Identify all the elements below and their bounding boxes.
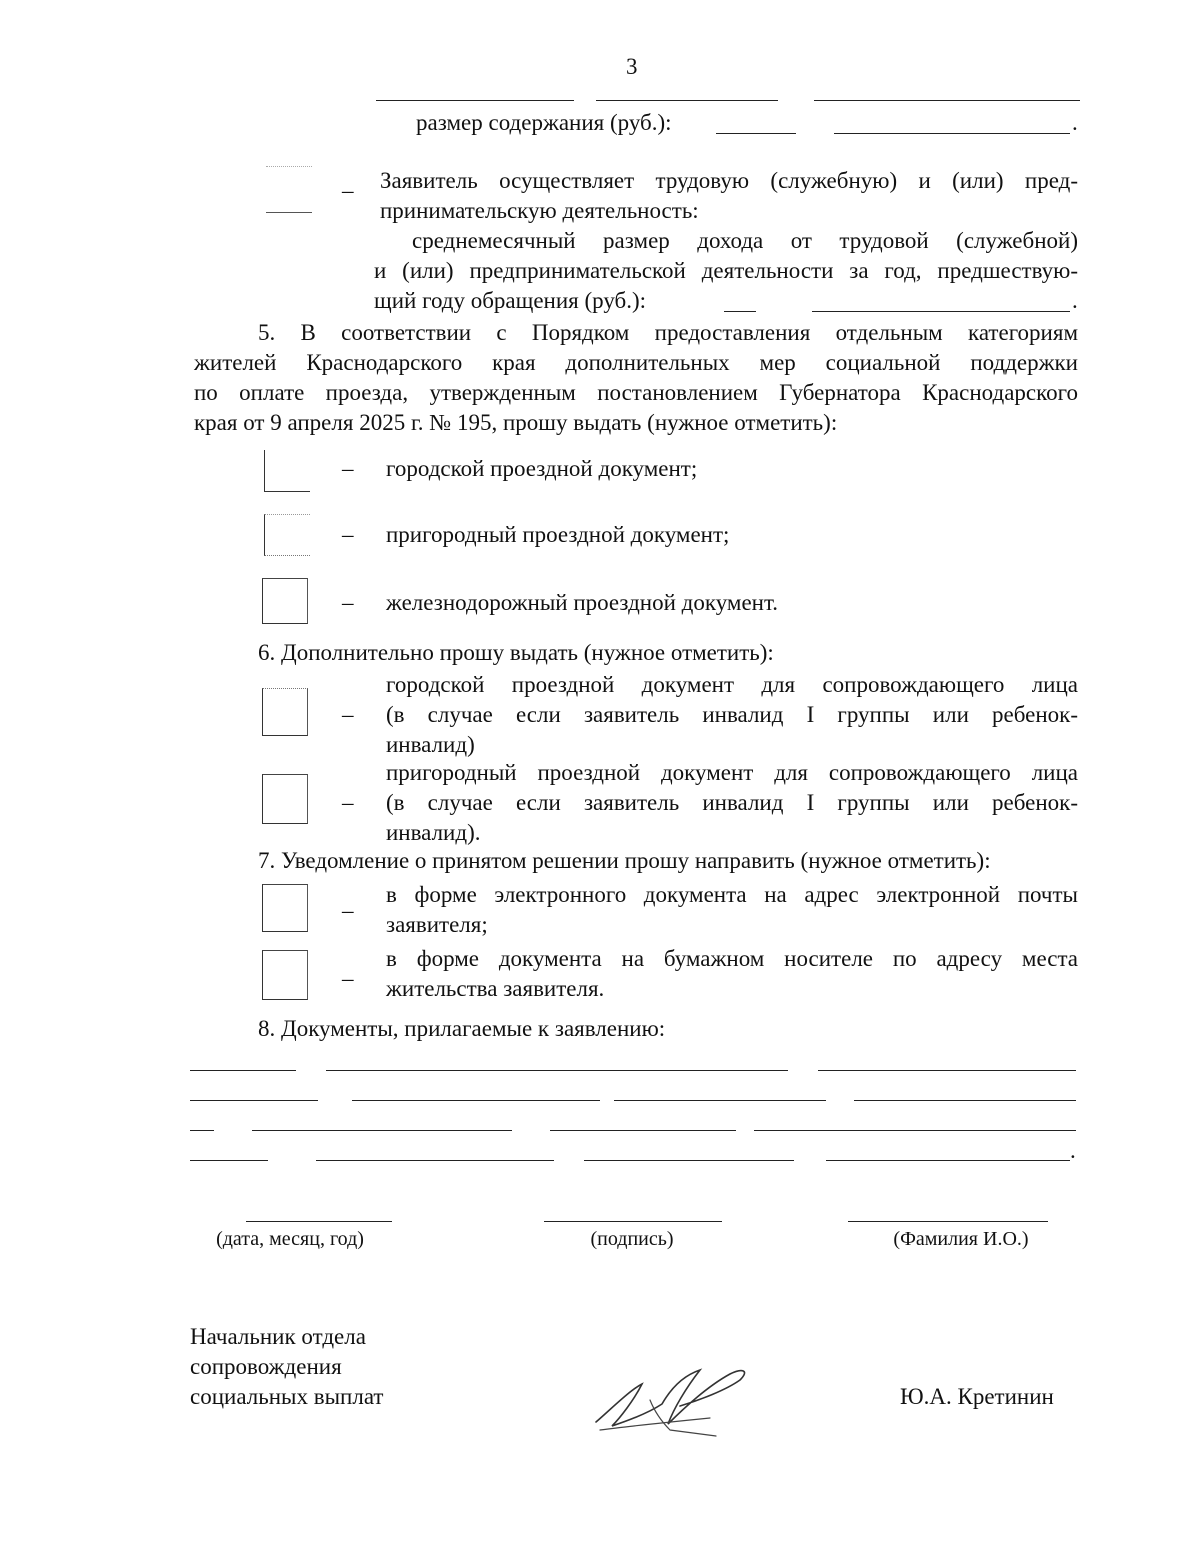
attachment-line bbox=[190, 1070, 296, 1071]
maintenance-amount-line bbox=[716, 133, 796, 134]
maintenance-words-line bbox=[834, 133, 1070, 134]
notify-paper-line-1: в форме документа на бумажном носителе по адресу места bbox=[386, 946, 1078, 971]
end-mark: . bbox=[1070, 1138, 1076, 1163]
page-number: 3 bbox=[626, 54, 638, 79]
income-line-3: щий году обращения (руб.): bbox=[374, 288, 647, 313]
income-words-line bbox=[812, 311, 1070, 312]
blank-line bbox=[376, 100, 574, 101]
notify-paper-line-2: жительства заявителя. bbox=[386, 976, 605, 1001]
date-caption: (дата, месяц, год) bbox=[216, 1228, 364, 1250]
notify-email-line-2: заявителя; bbox=[386, 912, 488, 937]
section5-line-3: по оплате проезда, утвержденным постановлением Губернатора Краснодарского bbox=[194, 380, 1078, 405]
section7-heading: 7. Уведомление о принятом решении прошу направить (нужное отметить): bbox=[258, 848, 991, 873]
section5-line-2: жителей Краснодарского края дополнительных мер социальной поддержки bbox=[194, 350, 1078, 375]
option-dash: – bbox=[342, 790, 354, 815]
option-dash: _ bbox=[342, 890, 354, 915]
option-dash: – bbox=[342, 522, 354, 547]
blank-line bbox=[596, 100, 778, 101]
attachment-line bbox=[190, 1100, 318, 1101]
signature-caption: (подпись) bbox=[590, 1228, 674, 1250]
option-suburban-pass: пригородный проездной документ; bbox=[386, 522, 730, 547]
companion-suburban-line-3: инвалид). bbox=[386, 820, 481, 845]
option-dash: _ bbox=[342, 170, 354, 195]
income-line-1: среднемесячный размер дохода от трудовой (служебной) bbox=[412, 228, 1078, 253]
attachment-line bbox=[584, 1160, 794, 1161]
attachment-line bbox=[854, 1100, 1076, 1101]
notify-email-line-1: в форме электронного документа на адрес электронной почты bbox=[386, 882, 1078, 907]
checkbox-railway-pass[interactable] bbox=[262, 578, 308, 624]
checkbox-suburban-pass[interactable] bbox=[264, 514, 310, 556]
name-caption: (Фамилия И.О.) bbox=[893, 1228, 1029, 1250]
employment-line-2: принимательскую деятельность: bbox=[380, 198, 699, 223]
attachment-line bbox=[352, 1100, 600, 1101]
option-dash: – bbox=[342, 702, 354, 727]
checkbox-faint-bottom bbox=[266, 212, 312, 213]
section6-heading: 6. Дополнительно прошу выдать (нужное отметить): bbox=[258, 640, 774, 665]
date-line bbox=[246, 1221, 392, 1222]
attachment-line bbox=[754, 1130, 1076, 1131]
companion-suburban-line-1: пригородный проездной документ для сопровождающего лица bbox=[386, 760, 1078, 785]
attachment-line bbox=[190, 1160, 268, 1161]
attachment-line bbox=[326, 1070, 788, 1071]
companion-city-line-1: городской проездной документ для сопровождающего лица bbox=[386, 672, 1078, 697]
maintenance-label: размер содержания (руб.): bbox=[416, 110, 672, 135]
signature-line bbox=[544, 1221, 722, 1222]
blank-line bbox=[814, 100, 1080, 101]
attachment-line bbox=[826, 1160, 1070, 1161]
attachment-line bbox=[190, 1130, 214, 1131]
checkbox-notify-email[interactable] bbox=[262, 884, 308, 932]
checkbox-faint-top bbox=[266, 166, 312, 167]
companion-suburban-line-2: (в случае если заявитель инвалид I группы или ребенок- bbox=[386, 790, 1078, 815]
attachment-line bbox=[614, 1100, 826, 1101]
option-dash: – bbox=[342, 456, 354, 481]
option-dash: – bbox=[342, 590, 354, 615]
checkbox-city-pass-companion[interactable] bbox=[262, 688, 308, 736]
option-city-pass: городской проездной документ; bbox=[386, 456, 698, 481]
section5-line-4: края от 9 апреля 2025 г. № 195, прошу выдать (нужное отметить): bbox=[194, 410, 838, 435]
official-position-line-1: Начальник отдела bbox=[190, 1324, 366, 1349]
section5-line-1: 5. В соответствии с Порядком предоставления отдельным категориям bbox=[258, 320, 1078, 345]
handwritten-signature bbox=[590, 1360, 770, 1440]
companion-city-line-3: инвалид) bbox=[386, 732, 475, 757]
attachment-line bbox=[316, 1160, 554, 1161]
checkbox-city-pass[interactable] bbox=[264, 450, 310, 492]
income-amount-line bbox=[724, 311, 756, 312]
attachment-line bbox=[818, 1070, 1076, 1071]
option-dash: _ bbox=[342, 958, 354, 983]
checkbox-notify-paper[interactable] bbox=[262, 950, 308, 1000]
name-line bbox=[848, 1221, 1048, 1222]
attachment-line bbox=[550, 1130, 736, 1131]
official-position-line-3: социальных выплат bbox=[190, 1384, 384, 1409]
official-name: Ю.А. Кретинин bbox=[900, 1384, 1054, 1409]
checkbox-suburban-pass-companion[interactable] bbox=[262, 774, 308, 824]
attachment-line bbox=[252, 1130, 512, 1131]
income-line-2: и (или) предпринимательской деятельности за год, предшествую- bbox=[374, 258, 1078, 283]
companion-city-line-2: (в случае если заявитель инвалид I группы или ребенок- bbox=[386, 702, 1078, 727]
employment-line-1: Заявитель осуществляет трудовую (служебную) и (или) пред- bbox=[380, 168, 1078, 193]
end-mark: . bbox=[1072, 288, 1078, 313]
option-railway-pass: железнодорожный проездной документ. bbox=[386, 590, 779, 615]
section8-heading: 8. Документы, прилагаемые к заявлению: bbox=[258, 1016, 666, 1041]
official-position-line-2: сопровождения bbox=[190, 1354, 342, 1379]
end-mark: . bbox=[1072, 110, 1078, 135]
